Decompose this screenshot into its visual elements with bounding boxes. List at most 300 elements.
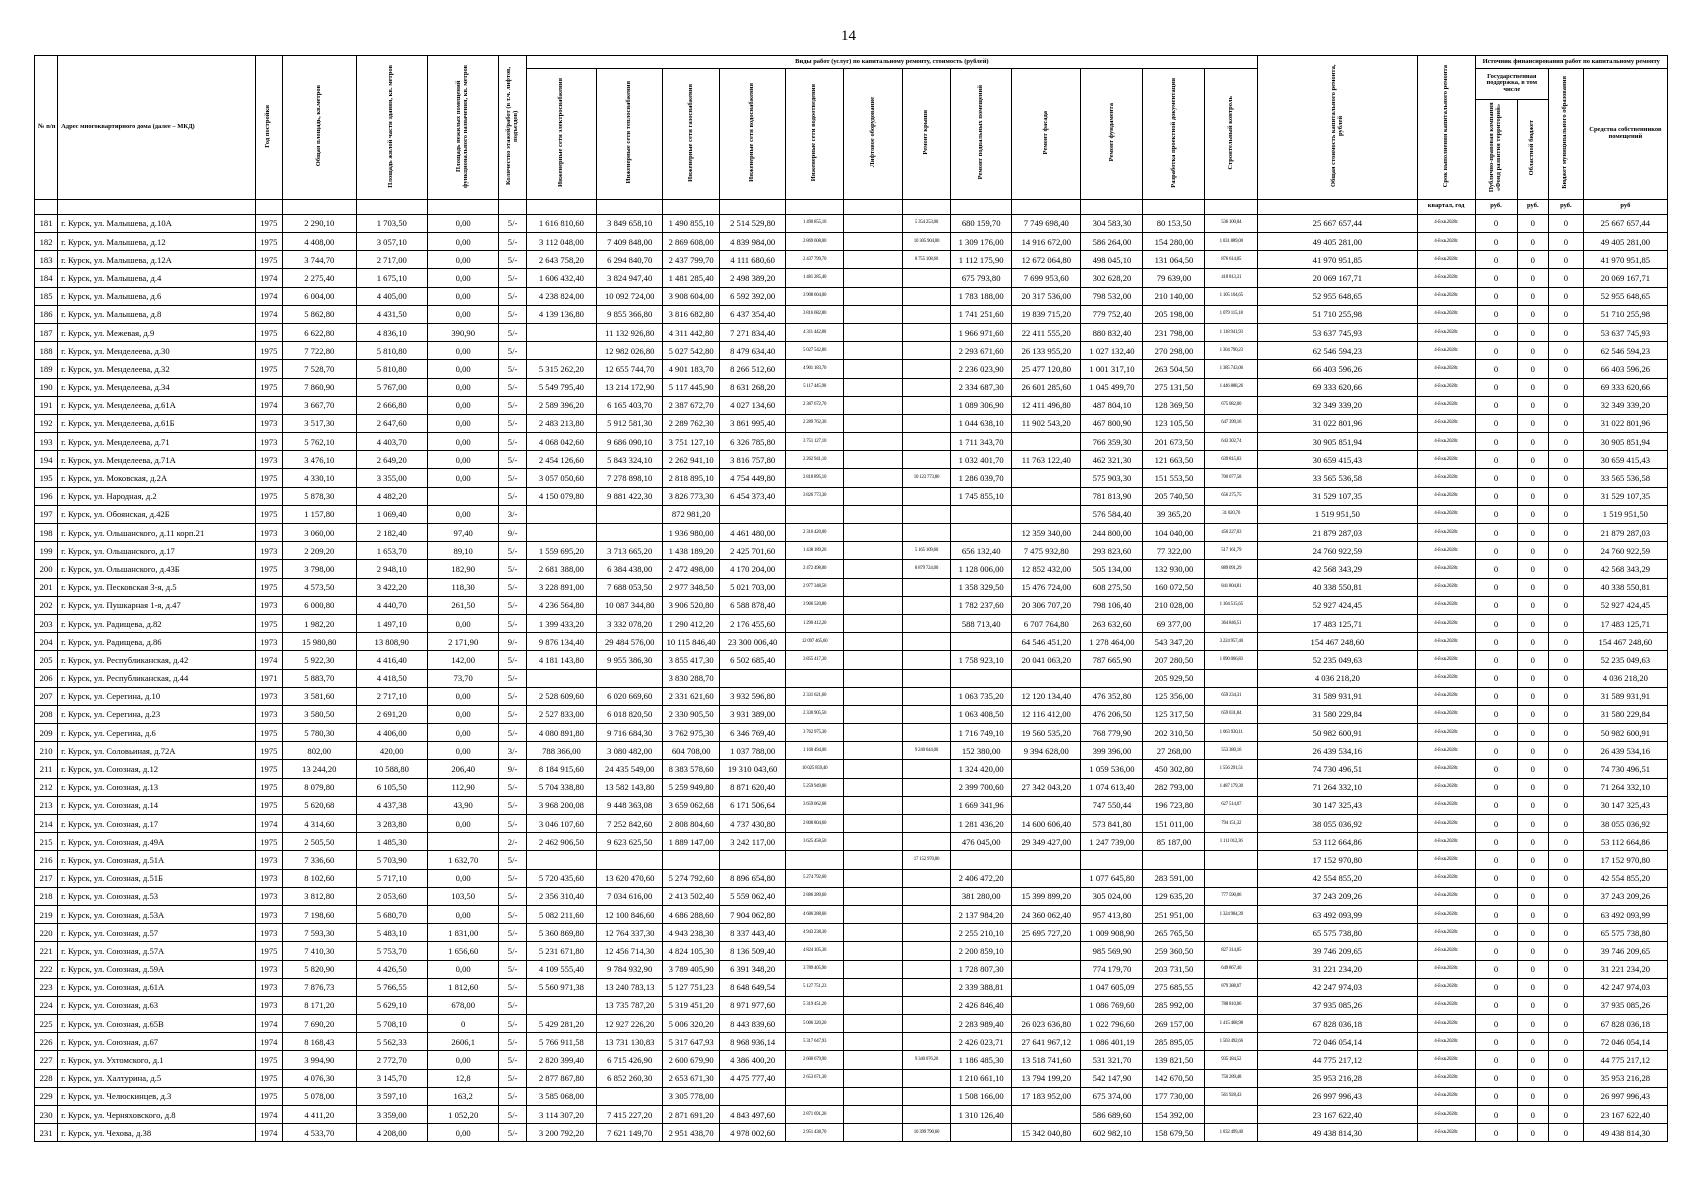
work-cost-cell-w4: 8 443 839,60: [720, 1015, 786, 1033]
work-cost-cell-w3: 3 305 778,00: [663, 1087, 720, 1105]
floors-cell: 5/-: [499, 269, 526, 287]
header-fin-municipal: Бюджет муниципального образования: [1561, 76, 1569, 189]
area-total-cell: 5 620,68: [282, 796, 356, 814]
work-cost-cell-w4: 8 648 649,54: [720, 978, 786, 996]
address-cell: г. Курск, ул. Серегина, д.6: [58, 724, 256, 742]
work-cost-cell-w4: 4 978 002,60: [720, 1124, 786, 1142]
unit-term: квартал, год: [1417, 199, 1475, 214]
area-nonresidential-cell: 0,00: [427, 614, 498, 632]
work-cost-cell-w8: 1 281 436,20: [951, 815, 1012, 833]
work-cost-cell-w12: 561 928,43: [1205, 1087, 1258, 1105]
term-cell: 4-й кв.2028г.: [1417, 905, 1475, 923]
work-cost-cell-w3: 3 908 604,00: [663, 287, 720, 305]
fin-municipal-cell: 0: [1549, 269, 1584, 287]
work-cost-cell-w11: 283 591,00: [1143, 869, 1205, 887]
work-cost-cell-w3: 2 331 621,60: [663, 687, 720, 705]
work-cost-cell-w6: [844, 724, 903, 742]
area-living-cell: 5 629,10: [356, 996, 427, 1014]
year-cell: 1973: [255, 996, 282, 1014]
work-cost-cell-w4: 4 754 449,80: [720, 469, 786, 487]
work-cost-cell-w11: 285 992,00: [1143, 996, 1205, 1014]
work-cost-cell-w9: 29 349 427,00: [1012, 833, 1081, 851]
year-cell: 1975: [255, 214, 282, 232]
work-cost-cell-w3: 1 490 855,10: [663, 214, 720, 232]
work-cost-cell-w11: 27 268,00: [1143, 742, 1205, 760]
work-cost-cell-w7: [902, 760, 950, 778]
work-cost-cell-w5: 10 025 859,40: [786, 760, 844, 778]
work-cost-cell-w9: [1012, 796, 1081, 814]
term-cell: 4-й кв.2028г.: [1417, 1015, 1475, 1033]
work-cost-cell-w9: 12 411 496,80: [1012, 396, 1081, 414]
total-cost-cell: 30 905 851,94: [1258, 433, 1418, 451]
year-cell: 1974: [255, 287, 282, 305]
work-cost-cell-w2: [597, 524, 663, 542]
work-cost-cell-w2: 3 080 482,00: [597, 742, 663, 760]
work-cost-cell-w5: 2 886 289,60: [786, 887, 844, 905]
work-cost-cell-w1: 3 200 792,20: [526, 1124, 596, 1142]
fin-regional-cell: 0: [1517, 851, 1549, 869]
work-cost-cell-w9: 22 411 555,20: [1012, 323, 1081, 341]
work-cost-cell-w5: [786, 1087, 844, 1105]
fin-municipal-cell: 0: [1549, 669, 1584, 687]
work-cost-cell-w8: 680 159,70: [951, 214, 1012, 232]
area-nonresidential-cell: 0,00: [427, 396, 498, 414]
work-cost-cell-w9: 20 306 707,20: [1012, 596, 1081, 614]
area-nonresidential-cell: [427, 487, 498, 505]
work-cost-cell-w8: 1 508 166,00: [951, 1087, 1012, 1105]
work-cost-cell-w6: [844, 833, 903, 851]
work-cost-cell-w7: [902, 414, 950, 432]
fin-regional-cell: 0: [1517, 214, 1549, 232]
work-cost-cell-w4: 7 271 834,40: [720, 323, 786, 341]
term-cell: 4-й кв.2028г.: [1417, 996, 1475, 1014]
work-cost-cell-w9: 24 360 062,40: [1012, 905, 1081, 923]
area-total-cell: 3 667,70: [282, 396, 356, 414]
work-cost-cell-w11: 154 392,00: [1143, 1106, 1205, 1124]
total-cost-cell: 69 333 620,66: [1258, 378, 1418, 396]
row-number: 199: [35, 542, 58, 560]
work-cost-cell-w12: 418 813,31: [1205, 269, 1258, 287]
total-cost-cell: 62 546 594,23: [1258, 342, 1418, 360]
work-cost-cell-w2: 29 484 576,00: [597, 633, 663, 651]
work-cost-cell-w11: 158 679,50: [1143, 1124, 1205, 1142]
work-cost-cell-w8: 2 293 671,60: [951, 342, 1012, 360]
fin-fund-cell: 0: [1475, 524, 1517, 542]
address-cell: г. Курск, ул. Радищева, д.82: [58, 614, 256, 632]
row-number: 227: [35, 1051, 58, 1069]
work-cost-cell-w11: 270 298,00: [1143, 342, 1205, 360]
floors-cell: 5/-: [499, 287, 526, 305]
work-cost-cell-w6: [844, 323, 903, 341]
fin-regional-cell: 0: [1517, 651, 1549, 669]
address-cell: г. Курск, ул. Республиканская, д.42: [58, 651, 256, 669]
work-cost-cell-w9: 26 133 955,20: [1012, 342, 1081, 360]
year-cell: 1975: [255, 942, 282, 960]
fin-regional-cell: 0: [1517, 796, 1549, 814]
work-cost-cell-w6: [844, 796, 903, 814]
fin-owners-cell: 24 760 922,59: [1583, 542, 1667, 560]
term-cell: 4-й кв.2028г.: [1417, 1069, 1475, 1087]
area-living-cell: 3 057,10: [356, 233, 427, 251]
work-cost-cell-w12: 675 082,00: [1205, 396, 1258, 414]
work-cost-cell-w12: 1 415 468,98: [1205, 1015, 1258, 1033]
fin-municipal-cell: 0: [1549, 505, 1584, 523]
area-living-cell: 1 675,10: [356, 269, 427, 287]
work-cost-cell-w7: [902, 269, 950, 287]
fin-municipal-cell: 0: [1549, 651, 1584, 669]
term-cell: 4-й кв.2028г.: [1417, 578, 1475, 596]
work-cost-cell-w8: 2 334 687,30: [951, 378, 1012, 396]
area-nonresidential-cell: 0,00: [427, 360, 498, 378]
work-cost-cell-w3: 3 659 062,68: [663, 796, 720, 814]
term-cell: 4-й кв.2028г.: [1417, 560, 1475, 578]
work-cost-cell-w7: [902, 342, 950, 360]
work-cost-cell-w9: 7 475 932,80: [1012, 542, 1081, 560]
work-cost-cell-w10: 766 359,30: [1081, 433, 1143, 451]
work-cost-cell-w10: 462 321,30: [1081, 451, 1143, 469]
fin-municipal-cell: 0: [1549, 614, 1584, 632]
fin-municipal-cell: 0: [1549, 396, 1584, 414]
fin-owners-cell: 31 589 931,91: [1583, 687, 1667, 705]
area-nonresidential-cell: 0,00: [427, 305, 498, 323]
year-cell: 1973: [255, 905, 282, 923]
work-cost-cell-w4: 8 337 443,40: [720, 924, 786, 942]
work-cost-cell-w6: [844, 1051, 903, 1069]
work-cost-cell-w1: [526, 996, 596, 1014]
floors-cell: 5/-: [499, 251, 526, 269]
work-cost-cell-w1: 2 643 758,20: [526, 251, 596, 269]
year-cell: 1975: [255, 360, 282, 378]
term-cell: 4-й кв.2028г.: [1417, 1106, 1475, 1124]
area-living-cell: 5 703,90: [356, 851, 427, 869]
year-cell: 1974: [255, 651, 282, 669]
work-cost-cell-w1: [526, 669, 596, 687]
floors-cell: 5/-: [499, 1051, 526, 1069]
row-number: 190: [35, 378, 58, 396]
table-row: [35, 651, 1668, 669]
floors-cell: 5/-: [499, 651, 526, 669]
work-cost-cell-w5: 3 762 975,30: [786, 724, 844, 742]
fin-municipal-cell: 0: [1549, 905, 1584, 923]
work-cost-cell-w7: [902, 524, 950, 542]
fin-owners-cell: 17 483 125,71: [1583, 614, 1667, 632]
work-cost-cell-w10: 498 045,10: [1081, 251, 1143, 269]
area-nonresidential-cell: 0,00: [427, 451, 498, 469]
address-cell: г. Курск, ул. Союзная, д.53А: [58, 905, 256, 923]
work-cost-cell-w1: 3 057 050,60: [526, 469, 596, 487]
area-nonresidential-cell: 206,40: [427, 760, 498, 778]
floors-cell: 5/-: [499, 1106, 526, 1124]
area-total-cell: 7 198,60: [282, 905, 356, 923]
area-nonresidential-cell: 0,00: [427, 705, 498, 723]
term-cell: 4-й кв.2028г.: [1417, 269, 1475, 287]
row-number: 198: [35, 524, 58, 542]
work-cost-cell-w8: 588 713,40: [951, 614, 1012, 632]
fin-owners-cell: 53 112 664,86: [1583, 833, 1667, 851]
address-cell: г. Курск, ул. Менделеева, д.34: [58, 378, 256, 396]
table-row: [35, 542, 1668, 560]
area-nonresidential-cell: 0,00: [427, 869, 498, 887]
work-cost-cell-w1: 5 360 869,80: [526, 924, 596, 942]
work-cost-cell-w11: 210 140,00: [1143, 287, 1205, 305]
work-cost-cell-w1: 788 366,00: [526, 742, 596, 760]
work-cost-cell-w10: 1 009 908,90: [1081, 924, 1143, 942]
area-nonresidential-cell: 2606,1: [427, 1033, 498, 1051]
year-cell: 1975: [255, 724, 282, 742]
fin-fund-cell: 0: [1475, 396, 1517, 414]
fin-municipal-cell: 0: [1549, 887, 1584, 905]
work-cost-cell-w12: 1 063 930,11: [1205, 724, 1258, 742]
work-cost-cell-w7: [902, 869, 950, 887]
row-number: 197: [35, 505, 58, 523]
address-cell: г. Курск, ул. Соловьиная, д.72А: [58, 742, 256, 760]
area-total-cell: 1 982,20: [282, 614, 356, 632]
area-nonresidential-cell: 0,00: [427, 1051, 498, 1069]
area-nonresidential-cell: 1 831,00: [427, 924, 498, 942]
work-cost-cell-w5: 2 808 804,60: [786, 815, 844, 833]
work-cost-cell-w3: 2 437 799,70: [663, 251, 720, 269]
work-cost-cell-w7: [902, 1069, 950, 1087]
work-cost-cell-w5: 5 317 647,93: [786, 1033, 844, 1051]
year-cell: 1974: [255, 269, 282, 287]
fin-owners-cell: 4 036 218,20: [1583, 669, 1667, 687]
address-cell: г. Курск, ул. Ольшанского, д.17: [58, 542, 256, 560]
work-cost-cell-w7: [902, 1106, 950, 1124]
row-number: 187: [35, 323, 58, 341]
header-area-total: Общая площадь, кв.метров: [314, 85, 322, 167]
table-row: [35, 233, 1668, 251]
fin-fund-cell: 0: [1475, 451, 1517, 469]
work-cost-cell-w11: 210 028,00: [1143, 596, 1205, 614]
floors-cell: 5/-: [499, 1124, 526, 1142]
work-cost-cell-w12: 1 446 888,26: [1205, 378, 1258, 396]
row-number: 192: [35, 414, 58, 432]
work-cost-cell-w9: 20 041 063,20: [1012, 651, 1081, 669]
area-nonresidential-cell: 112,90: [427, 778, 498, 796]
work-cost-cell-w9: 26 023 636,80: [1012, 1015, 1081, 1033]
work-cost-cell-w6: [844, 578, 903, 596]
work-cost-cell-w5: 3 751 127,10: [786, 433, 844, 451]
fin-municipal-cell: 0: [1549, 924, 1584, 942]
year-cell: 1973: [255, 924, 282, 942]
fin-owners-cell: 1 519 951,50: [1583, 505, 1667, 523]
work-cost-cell-w10: 293 823,60: [1081, 542, 1143, 560]
work-cost-cell-w1: 5 429 281,20: [526, 1015, 596, 1033]
table-row: [35, 687, 1668, 705]
work-cost-cell-w8: 1 032 401,70: [951, 451, 1012, 469]
fin-regional-cell: 0: [1517, 360, 1549, 378]
floors-cell: 5/-: [499, 978, 526, 996]
work-cost-cell-w7: [902, 687, 950, 705]
area-total-cell: 3 744,70: [282, 251, 356, 269]
fin-regional-cell: 0: [1517, 524, 1549, 542]
area-total-cell: 2 505,50: [282, 833, 356, 851]
area-living-cell: 4 406,00: [356, 724, 427, 742]
work-cost-cell-w6: [844, 414, 903, 432]
area-nonresidential-cell: 43,90: [427, 796, 498, 814]
work-cost-cell-w7: 10 123 773,80: [902, 469, 950, 487]
term-cell: 4-й кв.2028г.: [1417, 287, 1475, 305]
area-nonresidential-cell: 0,00: [427, 724, 498, 742]
area-living-cell: 2 691,20: [356, 705, 427, 723]
row-number: 218: [35, 887, 58, 905]
fin-municipal-cell: 0: [1549, 214, 1584, 232]
fin-municipal-cell: 0: [1549, 305, 1584, 323]
work-cost-cell-w9: 27 342 043,20: [1012, 778, 1081, 796]
area-living-cell: 5 766,55: [356, 978, 427, 996]
work-cost-cell-w6: [844, 342, 903, 360]
table-row: [35, 524, 1668, 542]
work-cost-cell-w10: 1 086 769,60: [1081, 996, 1143, 1014]
work-cost-cell-w4: 4 170 204,00: [720, 560, 786, 578]
work-cost-cell-w7: [902, 451, 950, 469]
work-cost-cell-w7: [902, 705, 950, 723]
fin-owners-cell: 50 982 600,91: [1583, 724, 1667, 742]
area-total-cell: 3 994,90: [282, 1051, 356, 1069]
fin-fund-cell: 0: [1475, 887, 1517, 905]
work-cost-cell-w2: 6 715 426,90: [597, 1051, 663, 1069]
table-body: [35, 214, 1668, 1142]
term-cell: 4-й кв.2028г.: [1417, 669, 1475, 687]
work-cost-cell-w11: 207 280,50: [1143, 651, 1205, 669]
floors-cell: 5/-: [499, 1015, 526, 1033]
floors-cell: 5/-: [499, 560, 526, 578]
work-cost-cell-w4: 6 346 769,40: [720, 724, 786, 742]
row-number: 205: [35, 651, 58, 669]
fin-fund-cell: 0: [1475, 1033, 1517, 1051]
row-number: 220: [35, 924, 58, 942]
work-cost-cell-w11: 205 740,50: [1143, 487, 1205, 505]
work-cost-cell-w3: [663, 851, 720, 869]
work-cost-cell-w2: 5 912 581,30: [597, 414, 663, 432]
work-cost-cell-w11: 131 064,50: [1143, 251, 1205, 269]
work-cost-cell-w1: 3 114 307,20: [526, 1106, 596, 1124]
fin-regional-cell: 0: [1517, 323, 1549, 341]
work-cost-cell-w2: 13 620 470,60: [597, 869, 663, 887]
term-cell: 4-й кв.2028г.: [1417, 851, 1475, 869]
work-cost-cell-w9: 19 839 715,20: [1012, 305, 1081, 323]
work-cost-cell-w4: 2 176 455,60: [720, 614, 786, 632]
header-floors: Количество этажей/работ (в т.ч. лифтов, подъездов): [504, 66, 519, 186]
work-cost-cell-w6: [844, 996, 903, 1014]
work-cost-cell-w5: 4 943 238,30: [786, 924, 844, 942]
work-cost-cell-w3: 5 319 451,20: [663, 996, 720, 1014]
work-cost-cell-w12: 1 079 115,18: [1205, 305, 1258, 323]
work-cost-cell-w8: 656 132,40: [951, 542, 1012, 560]
work-cost-cell-w11: 104 040,00: [1143, 524, 1205, 542]
fin-fund-cell: 0: [1475, 869, 1517, 887]
fin-owners-cell: 42 568 343,29: [1583, 560, 1667, 578]
term-cell: 4-й кв.2028г.: [1417, 378, 1475, 396]
area-total-cell: 5 078,00: [282, 1087, 356, 1105]
header-work-elevator: Лифтовое оборудование: [868, 97, 876, 168]
work-cost-cell-w4: 6 171 506,64: [720, 796, 786, 814]
header-address: Адрес многоквартирного дома (далее – МКД): [58, 56, 256, 200]
fin-fund-cell: 0: [1475, 851, 1517, 869]
fin-regional-cell: 0: [1517, 869, 1549, 887]
work-cost-cell-w7: [902, 796, 950, 814]
work-cost-cell-w1: 3 585 068,00: [526, 1087, 596, 1105]
total-cost-cell: 37 243 209,26: [1258, 887, 1418, 905]
floors-cell: 5/-: [499, 778, 526, 796]
work-cost-cell-w12: 777 590,06: [1205, 887, 1258, 905]
work-cost-cell-w5: 3 816 682,80: [786, 305, 844, 323]
work-cost-cell-w5: 1 490 855,10: [786, 214, 844, 232]
area-total-cell: 4 573,50: [282, 578, 356, 596]
fin-fund-cell: 0: [1475, 542, 1517, 560]
work-cost-cell-w6: [844, 433, 903, 451]
area-nonresidential-cell: 678,00: [427, 996, 498, 1014]
fin-municipal-cell: 0: [1549, 869, 1584, 887]
table-row: [35, 469, 1668, 487]
work-cost-cell-w7: [902, 669, 950, 687]
work-cost-cell-w11: 132 930,00: [1143, 560, 1205, 578]
term-cell: 4-й кв.2028г.: [1417, 651, 1475, 669]
work-cost-cell-w10: 608 275,50: [1081, 578, 1143, 596]
work-cost-cell-w6: [844, 451, 903, 469]
work-cost-cell-w10: 675 374,00: [1081, 1087, 1143, 1105]
work-cost-cell-w1: 1 606 432,40: [526, 269, 596, 287]
area-total-cell: 5 878,30: [282, 487, 356, 505]
work-cost-cell-w3: 5 317 647,93: [663, 1033, 720, 1051]
fin-fund-cell: 0: [1475, 414, 1517, 432]
table-row: [35, 1015, 1668, 1033]
work-cost-cell-w4: 4 475 777,40: [720, 1069, 786, 1087]
work-cost-cell-w11: 154 280,00: [1143, 233, 1205, 251]
work-cost-cell-w8: 1 966 971,60: [951, 323, 1012, 341]
year-cell: 1975: [255, 578, 282, 596]
floors-cell: 9/-: [499, 633, 526, 651]
area-nonresidential-cell: 261,50: [427, 596, 498, 614]
work-cost-cell-w3: 4 311 442,80: [663, 323, 720, 341]
floors-cell: 5/-: [499, 433, 526, 451]
work-cost-cell-w10: 774 179,70: [1081, 960, 1143, 978]
work-cost-cell-w1: [526, 323, 596, 341]
row-number: 193: [35, 433, 58, 451]
work-cost-cell-w6: [844, 1106, 903, 1124]
work-cost-cell-w11: 263 504,50: [1143, 360, 1205, 378]
fin-fund-cell: 0: [1475, 924, 1517, 942]
fin-owners-cell: 52 235 049,63: [1583, 651, 1667, 669]
area-total-cell: 8 171,20: [282, 996, 356, 1014]
term-cell: 4-й кв.2028г.: [1417, 614, 1475, 632]
work-cost-cell-w3: 2 871 691,20: [663, 1106, 720, 1124]
area-total-cell: 4 533,70: [282, 1124, 356, 1142]
total-cost-cell: 42 568 343,29: [1258, 560, 1418, 578]
work-cost-cell-w3: 2 330 905,50: [663, 705, 720, 723]
work-cost-cell-w7: [902, 833, 950, 851]
work-cost-cell-w3: 1 481 285,40: [663, 269, 720, 287]
work-cost-cell-w2: 5 843 324,10: [597, 451, 663, 469]
work-cost-cell-w9: 25 477 120,80: [1012, 360, 1081, 378]
area-nonresidential-cell: 0,00: [427, 414, 498, 432]
area-nonresidential-cell: 0,00: [427, 214, 498, 232]
fin-municipal-cell: 0: [1549, 1069, 1584, 1087]
work-cost-cell-w4: 5 559 062,40: [720, 887, 786, 905]
work-cost-cell-w7: 10 399 790,60: [902, 1124, 950, 1142]
fin-municipal-cell: 0: [1549, 942, 1584, 960]
area-living-cell: 5 767,00: [356, 378, 427, 396]
work-cost-cell-w10: 779 752,40: [1081, 305, 1143, 323]
floors-cell: 5/-: [499, 414, 526, 432]
work-cost-cell-w11: 85 187,00: [1143, 833, 1205, 851]
work-cost-cell-w2: 9 716 684,30: [597, 724, 663, 742]
table-row: [35, 1069, 1668, 1087]
area-living-cell: 2 666,80: [356, 396, 427, 414]
total-cost-cell: 26 997 996,43: [1258, 1087, 1418, 1105]
work-cost-cell-w3: 872 981,20: [663, 505, 720, 523]
area-living-cell: 3 283,80: [356, 815, 427, 833]
